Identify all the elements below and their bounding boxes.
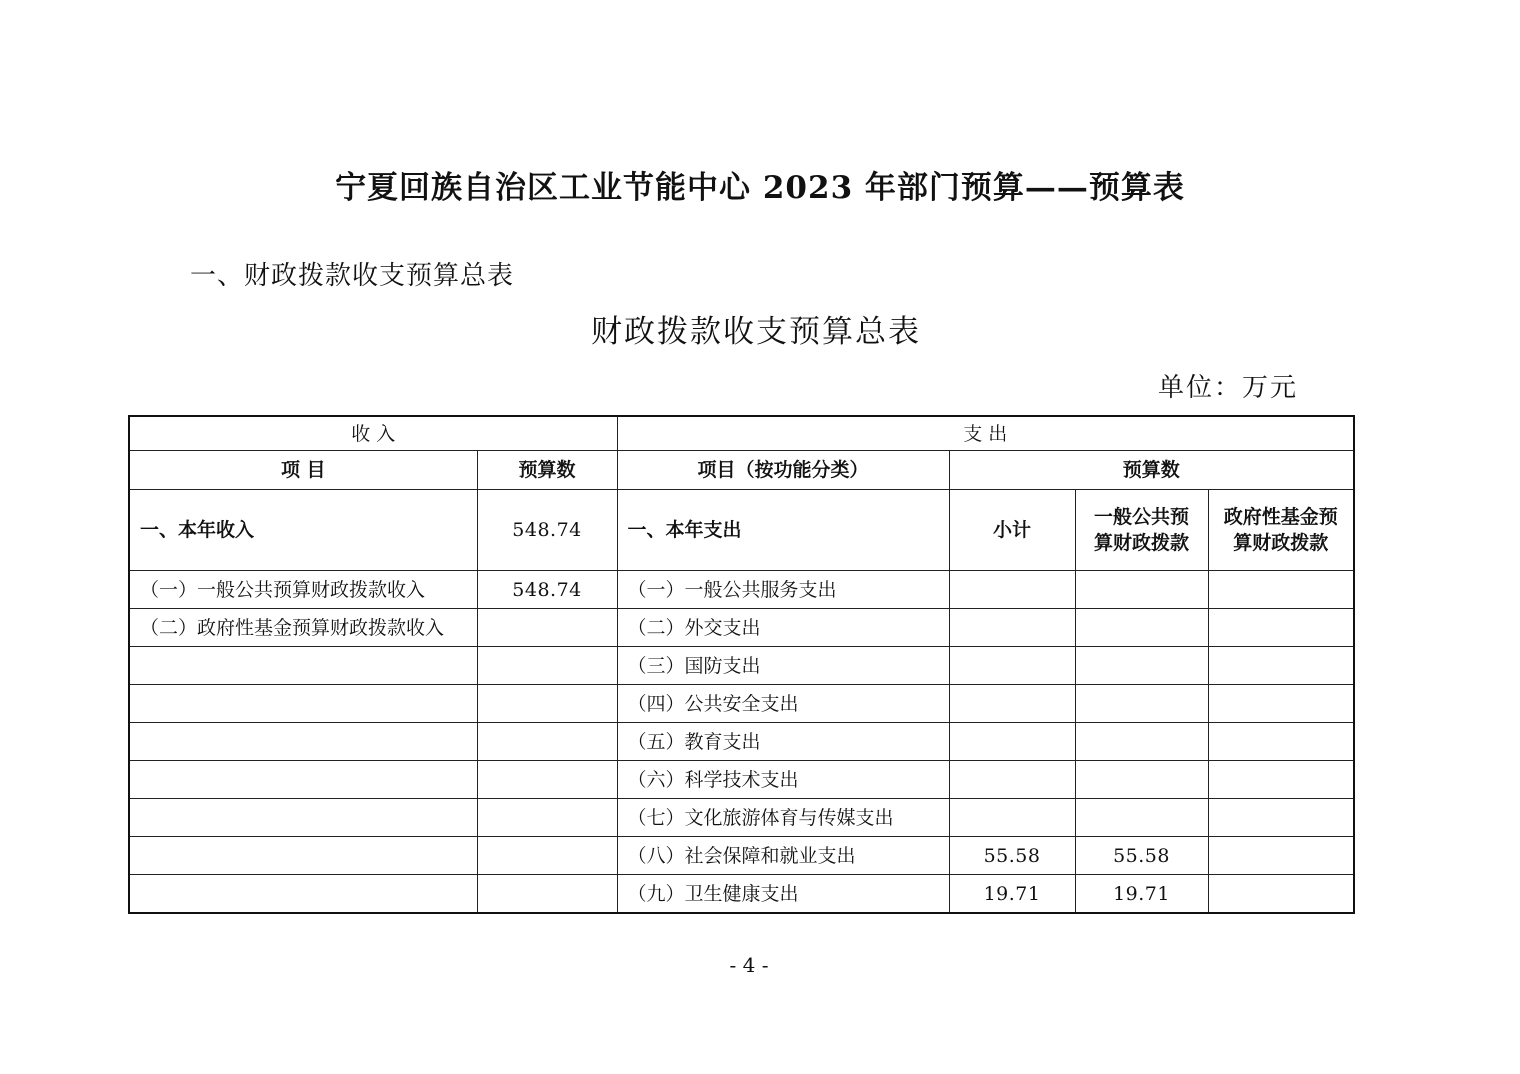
subtotal-value <box>949 647 1075 685</box>
income-item <box>129 723 477 761</box>
expense-header: 支 出 <box>617 416 1354 451</box>
general-value <box>1075 723 1208 761</box>
income-item: （二）政府性基金预算财政拨款收入 <box>129 609 477 647</box>
income-value <box>477 837 617 875</box>
fund-value <box>1208 837 1354 875</box>
header-row-1 <box>129 416 1354 451</box>
budget-summary-table <box>128 415 1355 914</box>
expense-item: （五）教育支出 <box>617 723 949 761</box>
income-item <box>129 761 477 799</box>
expense-item: （一）一般公共服务支出 <box>617 571 949 609</box>
col-budget-expense-header: 预算数 <box>949 451 1354 490</box>
income-value <box>477 799 617 837</box>
expense-item: （八）社会保障和就业支出 <box>617 837 949 875</box>
income-item <box>129 799 477 837</box>
document-title: 宁夏回族自治区工业节能中心 2023 年部门预算——预算表 <box>335 170 1185 206</box>
fund-value <box>1208 799 1354 837</box>
table-row <box>129 799 1354 837</box>
income-value <box>477 761 617 799</box>
col-budget-header: 预算数 <box>477 451 617 490</box>
subtotal-value <box>949 571 1075 609</box>
income-item <box>129 875 477 914</box>
expense-item: （四）公共安全支出 <box>617 685 949 723</box>
subtotal-value: 19.71 <box>949 875 1075 914</box>
table-row <box>129 837 1354 875</box>
fund-value <box>1208 685 1354 723</box>
general-value: 19.71 <box>1075 875 1208 914</box>
section-heading: 一、财政拨款收支预算总表 <box>190 261 515 291</box>
table-row <box>129 685 1354 723</box>
expense-item: （二）外交支出 <box>617 609 949 647</box>
col-item-header: 项 目 <box>129 451 477 490</box>
col-general-header: 一般公共预算财政拨款 <box>1075 490 1208 571</box>
income-value <box>477 609 617 647</box>
subtotal-value <box>949 685 1075 723</box>
fund-value <box>1208 723 1354 761</box>
income-item: （一）一般公共预算财政拨款收入 <box>129 571 477 609</box>
general-value <box>1075 761 1208 799</box>
general-value: 55.58 <box>1075 837 1208 875</box>
general-value <box>1075 647 1208 685</box>
expense-item: （九）卫生健康支出 <box>617 875 949 914</box>
expense-total-label: 一、本年支出 <box>617 490 949 571</box>
income-total-value: 548.74 <box>477 490 617 571</box>
page-number: - 4 - <box>729 953 769 977</box>
income-item <box>129 837 477 875</box>
expense-item: （七）文化旅游体育与传媒支出 <box>617 799 949 837</box>
expense-item: （六）科学技术支出 <box>617 761 949 799</box>
table-row <box>129 609 1354 647</box>
subtotal-value <box>949 609 1075 647</box>
income-value <box>477 723 617 761</box>
subtotal-value <box>949 761 1075 799</box>
table-row <box>129 647 1354 685</box>
fund-value <box>1208 875 1354 914</box>
table-row <box>129 761 1354 799</box>
fund-value <box>1208 647 1354 685</box>
general-value <box>1075 609 1208 647</box>
general-value <box>1075 799 1208 837</box>
fund-value <box>1208 571 1354 609</box>
income-header: 收 入 <box>129 416 617 451</box>
table-title: 财政拨款收支预算总表 <box>591 314 921 350</box>
income-item <box>129 685 477 723</box>
income-item <box>129 647 477 685</box>
table-row <box>129 875 1354 914</box>
general-value <box>1075 685 1208 723</box>
unit-label: 单位：万元 <box>1157 373 1298 403</box>
header-row-2 <box>129 451 1354 490</box>
income-value <box>477 875 617 914</box>
col-fund-header: 政府性基金预算财政拨款 <box>1208 490 1354 571</box>
main-row <box>129 490 1354 571</box>
fund-value <box>1208 761 1354 799</box>
subtotal-value: 55.58 <box>949 837 1075 875</box>
col-item-func-header: 项目（按功能分类） <box>617 451 949 490</box>
subtotal-value <box>949 799 1075 837</box>
income-value <box>477 685 617 723</box>
subtotal-value <box>949 723 1075 761</box>
income-value <box>477 647 617 685</box>
col-subtotal-header: 小计 <box>949 490 1075 571</box>
table-row <box>129 723 1354 761</box>
expense-item: （三）国防支出 <box>617 647 949 685</box>
fund-value <box>1208 609 1354 647</box>
income-total-label: 一、本年收入 <box>129 490 477 571</box>
table-row <box>129 571 1354 609</box>
income-value: 548.74 <box>477 571 617 609</box>
general-value <box>1075 571 1208 609</box>
